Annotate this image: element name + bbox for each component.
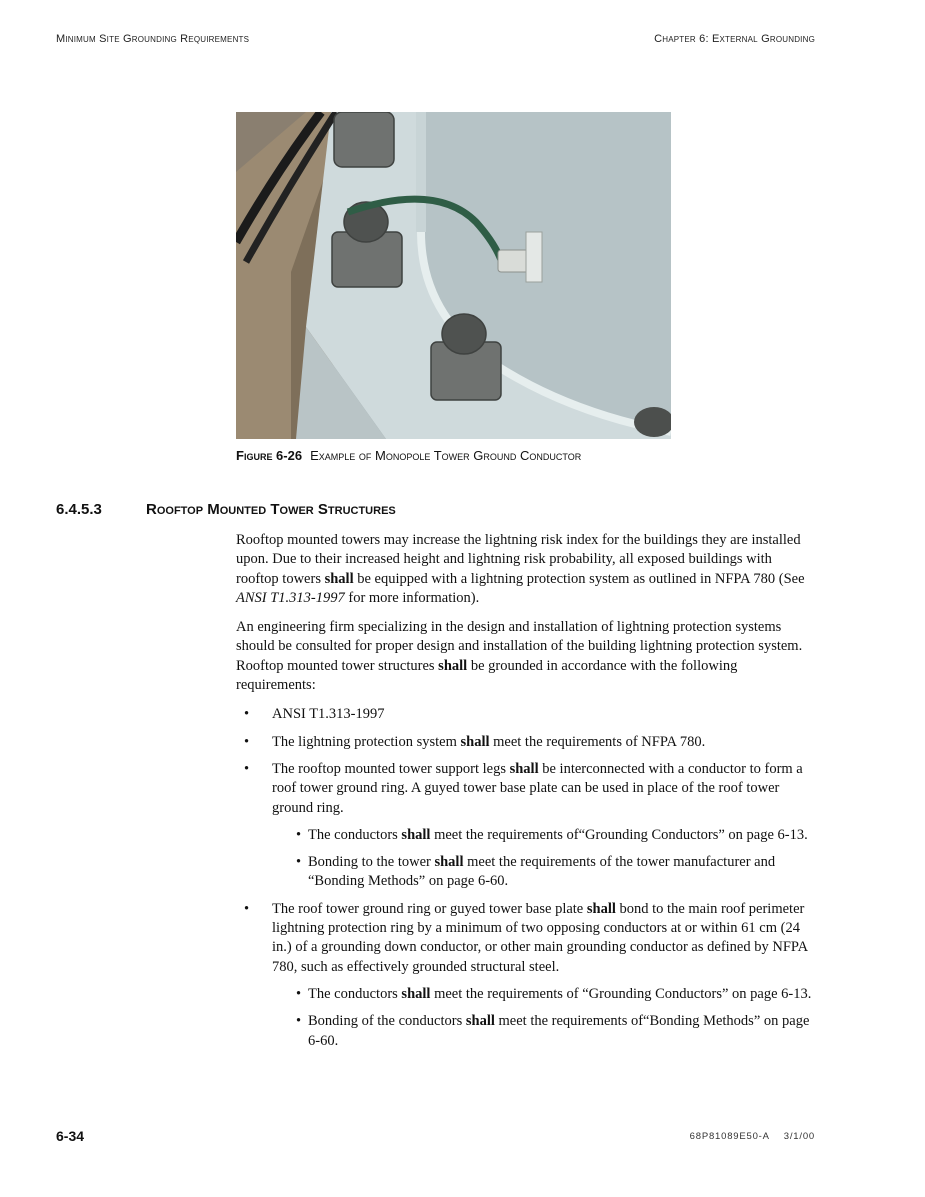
section-body [236,531,816,1059]
sub-bullet-item [236,826,816,845]
bullet-glyph: • [296,854,302,871]
text-bold: shall [324,570,354,587]
running-header-left: Minimum Site Grounding Requirements [56,33,250,45]
sub-bullet-item [236,1012,816,1051]
footer-doc-info [676,1131,815,1142]
text: Rooftop mounted towers may increase the lightning risk index for the buildings they are installed upon. Due to their increased height and lightning risk probability, all exposed buildings with rooftop towers [236,532,801,587]
text: meet the requirements of the tower manufacturer and “Bonding Methods” on page 6-60. [308,854,776,890]
bullet-glyph: • [244,706,250,723]
figure-photo-monopole-ground-conductor [236,112,671,439]
text-bold: shall [438,657,468,674]
text: An engineering firm specializing in the design and installation of lightning protection systems should be consulted for proper design and installation of the building lightning protection system. Rooftop mounted tower structures [236,619,803,674]
bullet-glyph: • [244,900,250,917]
text: meet the requirements of “Grounding Conductors” on page 6-13. [430,985,812,1002]
sub-bullet-item [236,985,816,1004]
text-bold: shall [509,760,539,777]
text: meet the requirements of NFPA 780. [489,733,706,750]
text-bold: shall [465,1013,495,1030]
text-bold: shall [586,900,616,917]
text: meet the requirements of“Bonding Methods” on page 6-60. [308,1013,810,1049]
figure-caption [236,448,581,463]
text-bold: shall [401,985,431,1002]
text: for more information). [344,589,480,606]
bullet-glyph: • [244,760,250,777]
figure-label: Figure 6-26 [236,448,303,463]
text-bold: shall [460,733,490,750]
figure-caption-text: Example of Monopole Tower Ground Conductor [310,448,582,463]
paragraph-risk-index [236,531,816,608]
text: meet the requirements of“Grounding Conductors” on page 6-13. [430,826,808,843]
paragraph-engineering-firm [236,618,816,695]
text: be grounded in accordance with the following requirements: [236,657,738,694]
section-number: 6.4.5.3 [56,501,102,518]
bullet-item [236,733,816,752]
text: The rooftop mounted tower support legs [272,760,510,777]
page-number: 6-34 [56,1128,85,1144]
running-header-right: Chapter 6: External Grounding [654,33,815,45]
doc-date: 3/1/00 [783,1131,815,1142]
bullet-glyph: • [296,1013,302,1030]
text-italic: ANSI T1.313-1997 [236,589,345,606]
bullet-glyph: • [296,985,302,1002]
text-bold: shall [434,854,464,871]
bullet-glyph: • [244,733,250,750]
bullet-item [236,760,816,818]
text: The lightning protection system [272,733,461,750]
text: be equipped with a lightning protection system as outlined in NFPA 780 (See [353,570,805,587]
text: The conductors [308,826,402,843]
text: be interconnected with a conductor to form a roof tower ground ring. A guyed tower base plate can be used in place of the roof tower ground ring. [272,760,803,816]
section-title: Rooftop Mounted Tower Structures [146,501,396,518]
text-bold: shall [401,826,431,843]
text: Bonding of the conductors [308,1013,466,1030]
bullet-item [236,705,816,724]
doc-id: 68P81089E50-A [689,1131,770,1142]
bullet-glyph: • [296,826,302,843]
text: The roof tower ground ring or guyed tower base plate [272,900,587,917]
text: Bonding to the tower [308,854,435,871]
text: The conductors [308,985,402,1002]
sub-bullet-item [236,853,816,892]
text: bond to the main roof perimeter lightning protection ring by a minimum of two opposing conductors at or within 61 cm (24 in.) of a grounding down conductor, or other main grounding conductor as defined by NFPA 780, such as effectively grounded structural steel. [272,900,808,975]
bullet-item [236,900,816,977]
text: ANSI T1.313-1997 [272,706,385,723]
